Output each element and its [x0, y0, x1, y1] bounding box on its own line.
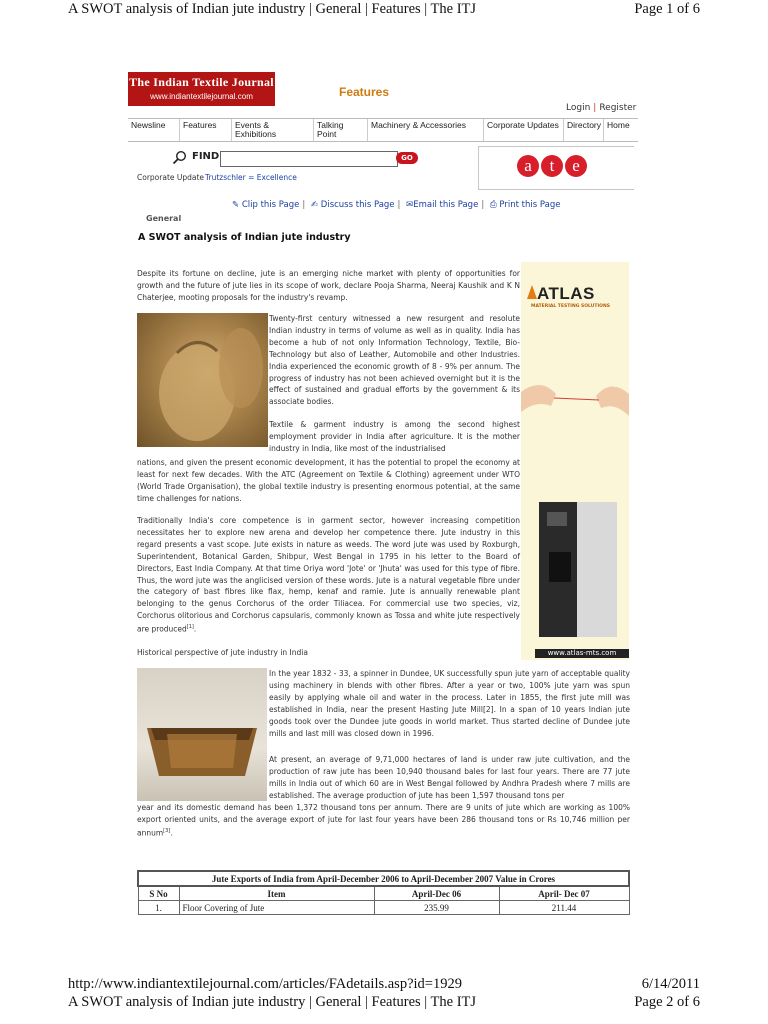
search-input[interactable]	[220, 151, 398, 167]
logo-title: The Indian Textile Journal	[129, 75, 274, 89]
search-icon	[172, 150, 187, 165]
article-p3: Traditionally India's core competence is in garment sector, however increasing competition necessitates her to explore new arena and develop her competence there. Jute industry in this regard presents a vast scope. Jute exists in nature as weeds. The word jute was used by Roxburgh, Superintendent, Botanical Garden, Shibpur, West Bengal in 1795 in his letter to the Board of Directors, East India Company. At that time Oriya word 'Jote' or 'Jhuta' was used for this type of fibre. Thus, the word jute was the anglicised version of these words. Jute is a natural vegetable fibre under the category of bast fibres like flax, hemp, kenaf and ramie. Jute is annually renewable plant belonging to the genus Corchorus of the order Tiliacea. For commercial use two species, viz, Corchorus olitorious and Corchorus capsularis, commonly known as Tossa and white jute respectively are produced[1].	[137, 516, 520, 634]
table-caption: Jute Exports of India from April-December 2006 to April-December 2007 Value in Crores	[138, 871, 629, 886]
find-label: FIND	[192, 151, 220, 162]
cell-06: 235.99	[374, 901, 499, 915]
article-p5b: year and its domestic demand has been 1,372 thousand tons per annum. There are 9 units of jute which are working as 100% export oriented units, and the average export of jute for last four years have been 286 thousand tons or Rs 10,746 million per annum[3].	[137, 803, 630, 838]
article-p4: In the year 1832 - 33, a spinner in Dundee, UK successfully spun jute yarn of acceptable quality using machinery in blends with other fibres. After a year or two, 100% jute yarn was spun easily by applying whale oil and water in the process. Later in 1855, the first jute mill was established in India, near the present Hasting Jute Mill[2]. In a span of 10 years Indian jute goods took over the Dundee jute goods in world market. Thus started decline of Dundee jute mills and last mill was closed down in 1996.	[269, 669, 630, 738]
col-apr-dec-06: April-Dec 06	[374, 886, 499, 901]
atlas-flame-icon	[527, 285, 537, 299]
subhead-history: Historical perspective of jute industry in India	[137, 648, 308, 657]
print-link[interactable]: Print this Page	[499, 200, 561, 210]
nav-directory[interactable]: Directory	[564, 119, 604, 141]
email-icon: ✉	[406, 200, 414, 210]
atlas-brand: ATLAS	[537, 284, 595, 303]
article-p1: Twenty-first century witnessed a new resurgent and resolute Indian industry in terms of volume as well as in quality. India has become a hub of not only Information Technology, Textile, Bio-Technology but also of Leather, Automobile and other Industries. India experienced the economic growth of 8 - 9% per annum. The progress of industry has not been achieved overnight but it is the effect of sustained and gradual efforts by the government & its associate bodies.	[269, 314, 520, 407]
print-footer-url: http://www.indiantextilejournal.com/articles/FAdetails.asp?id=1929	[68, 976, 462, 992]
nav-newsline[interactable]: Newsline	[128, 119, 180, 141]
email-link[interactable]: Email this Page	[413, 200, 479, 210]
nav-home[interactable]: Home	[607, 120, 630, 130]
login-link[interactable]: Login	[566, 103, 591, 113]
jute-basket-image	[137, 668, 267, 801]
atlas-url: www.atlas-mts.com	[535, 649, 629, 658]
ate-letter-a: a	[517, 155, 539, 177]
jute-sacks-image	[137, 313, 268, 447]
nav-corporate-updates[interactable]: Corporate Updates	[484, 119, 564, 141]
cell-sno: 1.	[138, 901, 179, 915]
article-intro: Despite its fortune on decline, jute is an emerging niche market with plenty of opportunities for growth and the future of jute lies in its scope of work, declare Pooja Sharma, Neeraj Kaushik and K N Chaterjee, mooting proposals for the industry's revamp.	[137, 269, 520, 302]
atlas-tagline: MATERIAL TESTING SOLUTIONS	[531, 304, 610, 309]
main-nav	[128, 118, 638, 142]
nav-events[interactable]: Events & Exhibitions	[232, 119, 314, 141]
ticker-link[interactable]: Trutzschler = Excellence	[205, 173, 297, 182]
nav-machinery[interactable]: Machinery & Accessories	[368, 119, 484, 141]
ate-ad-banner[interactable]	[478, 146, 634, 190]
article-headline: A SWOT analysis of Indian jute industry	[138, 232, 351, 243]
atlas-machine-graphic	[539, 492, 619, 642]
col-sno: S No	[138, 886, 179, 901]
section-title: Features	[339, 85, 390, 99]
clip-link[interactable]: Clip this Page	[241, 200, 300, 210]
print-header-page: Page 1 of 6	[634, 1, 700, 17]
cell-item: Floor Covering of Jute	[179, 901, 374, 915]
table-header-row	[138, 886, 629, 901]
print-icon: ⎙	[489, 200, 497, 210]
print-footer-page: Page 2 of 6	[634, 994, 700, 1010]
register-link[interactable]: Register	[599, 103, 637, 113]
print-header-title: A SWOT analysis of Indian jute industry | General | Features | The ITJ	[68, 1, 477, 17]
article-category: General	[146, 214, 182, 223]
site-logo[interactable]	[128, 72, 275, 106]
ate-letter-t: t	[541, 155, 563, 177]
ticker-label: Corporate Update	[137, 173, 205, 182]
discuss-link[interactable]: Discuss this Page	[320, 200, 395, 210]
col-apr-dec-07: April- Dec 07	[499, 886, 629, 901]
nav-talking-point[interactable]: Talking Point	[314, 119, 368, 141]
logo-url: www.indiantextilejournal.com	[150, 92, 253, 101]
article-p2b: nations, and given the present economic development, it has the potential to propel the economy at least for next few decades. With the ATC (Agreement on Textile & Clothing) agreement under WTO (World Trade Organisation), the global textile industry is presenting enormous potential, at the same time challenges for nations.	[137, 458, 520, 503]
jute-exports-table	[137, 870, 630, 915]
cell-07: 211.44	[499, 901, 629, 915]
atlas-ad-banner[interactable]	[521, 262, 629, 660]
col-item: Item	[179, 886, 374, 901]
article-p5a: At present, an average of 9,71,000 hectares of land is under raw jute cultivation, and the production of raw jute has been 10,940 thousand bales for last four years. There are 77 jute mills in India out of which 60 are in West Bengal followed by Andhra Pradesh where 7 mills are established. The average production of jute has been 1,597 thousand tons per	[269, 755, 630, 800]
page-tools: ✎ Clip this Page | ✍ Discuss this Page | ✉Email this Page | ⎙ Print this Page	[232, 200, 561, 210]
table-row	[138, 901, 629, 915]
auth-links: Login | Register	[566, 103, 637, 113]
ate-letter-e: e	[565, 155, 587, 177]
article-p2a: Textile & garment industry is among the second highest employment provider in India after agriculture. It is the mother industry in India, like most of the industrialised	[269, 420, 520, 453]
go-button[interactable]: GO	[396, 152, 418, 164]
clip-icon: ✎	[232, 200, 240, 210]
atlas-hands-graphic	[521, 372, 629, 432]
print-footer-date: 6/14/2011	[641, 976, 700, 992]
nav-features[interactable]: Features	[180, 119, 232, 141]
discuss-icon: ✍	[310, 200, 319, 210]
print-footer-title: A SWOT analysis of Indian jute industry | General | Features | The ITJ	[68, 994, 477, 1010]
